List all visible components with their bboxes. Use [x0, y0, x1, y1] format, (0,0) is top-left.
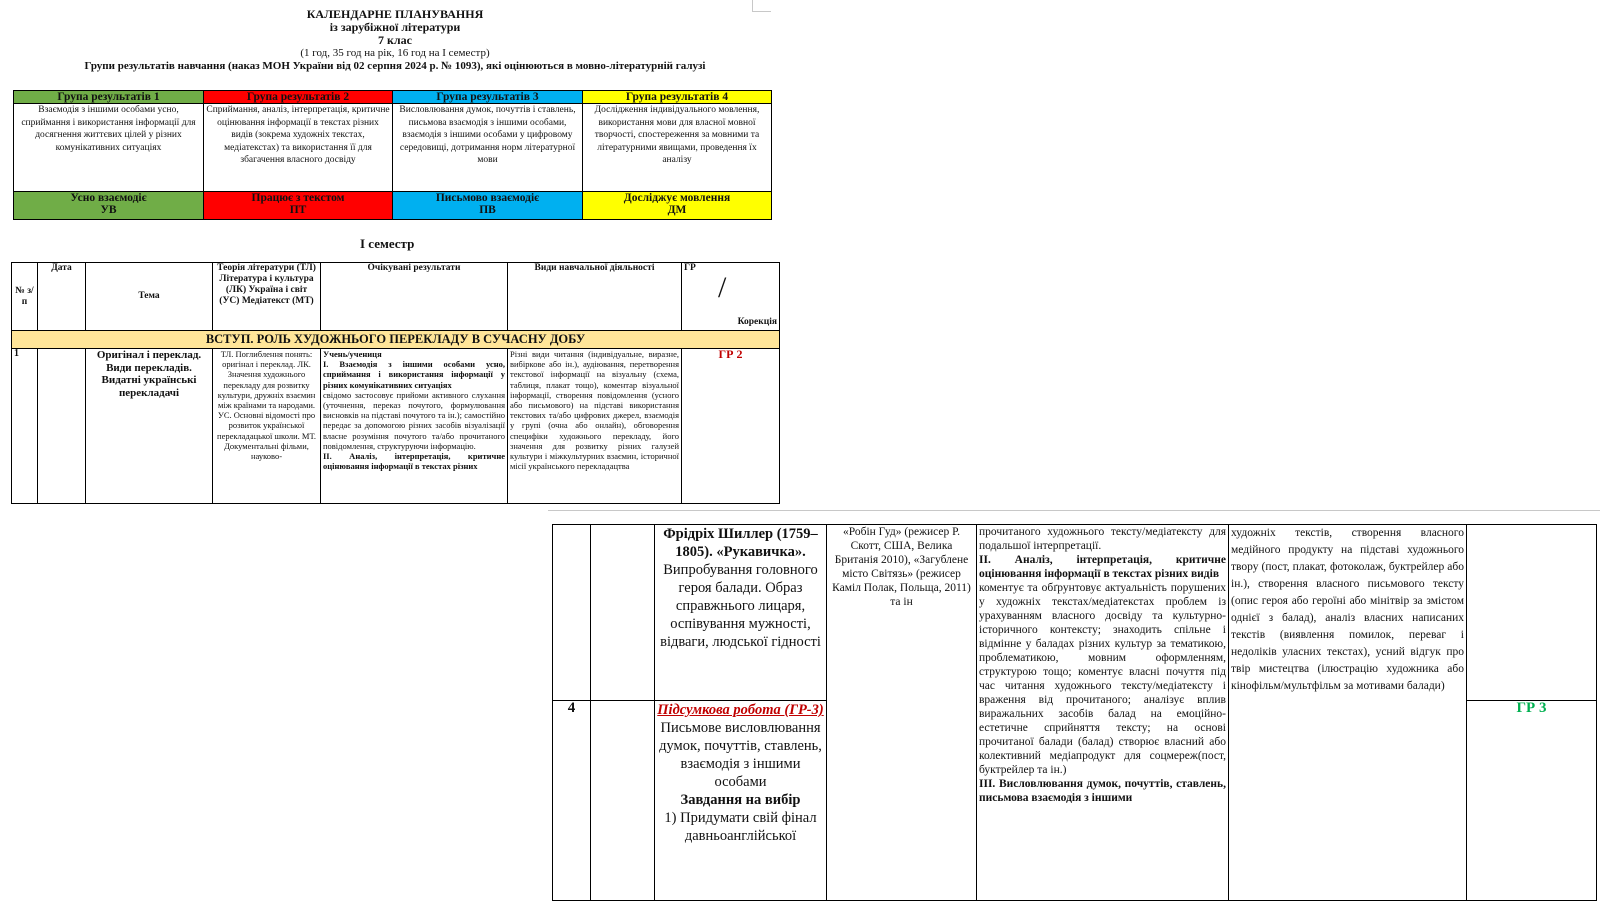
group-2-title: Група результатів 2	[204, 91, 393, 104]
group-3-code: ПВ	[479, 204, 496, 216]
group-1-description: Взаємодія з іншими особами усно, сприймання і використання інформації для досягнення життєвих цілей у різних комунікативних ситуаціях	[14, 104, 204, 192]
plan-table-page2	[552, 524, 1597, 901]
document-hours: (1 год, 35 год на рік, 16 год на І семестр)	[300, 47, 490, 59]
page2-edge	[548, 510, 1600, 511]
rowa-results-head3: ІІІ. Висловлювання думок, почуттів, ставлень, письмова взаємодія з іншими	[979, 778, 1226, 804]
semester-heading: І семестр	[360, 236, 415, 251]
group-3-label	[393, 192, 583, 220]
group-1-code: УВ	[100, 204, 117, 216]
column-date: Дата	[38, 263, 86, 331]
row1-topic-text: Оригінал і переклад. Види перекладів. Видатні українські перекладачі	[96, 349, 202, 399]
group-4-label	[583, 192, 772, 220]
row1-num: 1	[12, 349, 38, 504]
rowb-gr: ГР 3	[1467, 701, 1597, 901]
rowa-results-text1: прочитаного художнього тексту/медіатексту для подальшої інтерпретації.	[979, 526, 1226, 552]
groups-caption: Групи результатів навчання (наказ МОН України від 02 серпня 2024 р. № 1093), які оцінюються в мовно-літературній галузі	[84, 60, 706, 72]
rowa-theory: «Робін Гуд» (режисер Р. Скотт, США, Велика Британія 2010), «Загублене місто Світязь» (режисер Каміл Полак, Польща, 2011) та ін	[827, 525, 977, 901]
group-1-name: Усно взаємодіє	[70, 192, 147, 204]
rowb-task-head: Завдання на вибір	[680, 792, 801, 808]
result-groups-table	[13, 90, 772, 220]
column-theory: Теорія літератури (ТЛ) Література і культура (ЛК) Україна і світ (УС) Медіатекст (МТ)	[213, 263, 321, 331]
rowa-activities: художніх текстів, створення власного медійного продукту на підставі художнього твору (пост, плакат, фотоколаж, буктрейлер або ін.), створення власного письмового тексту (опис героя або героїні або мінітвір за змістом однієї з балад), аналіз власних написаних текстів (виявлення помилок, переваг і недоліків уласних текстах), усний відгук про твір мистецтва (ілюстрацію художника або кінофільм/мультфільм за мотивами балади)	[1229, 525, 1467, 901]
row1-topic	[86, 349, 213, 504]
document-title: КАЛЕНДАРНЕ ПЛАНУВАННЯ	[306, 7, 484, 21]
column-gr: ГР	[684, 263, 696, 273]
group-4-title: Група результатів 4	[583, 91, 772, 104]
rowb-topic	[655, 701, 827, 901]
row1-activities: Різні види читання (індивідуальне, виразне, вибіркове або ін.), аудіювання, перетворення текстової інформації на візуальну (схема, таблиця, плакат тощо), коментар візуальної інформації, створення повідомлення (усного або письмового) на підставі використання текстових та/або цифрових джерел, взаємодія у групі (очна або онлайн), обговорення специфіки художнього перекладу, його значення для розвитку різних галузей культури і міжкультурних взаємин, історичної місії українського перекладацтва	[508, 349, 682, 504]
row1-theory: ТЛ. Поглиблення понять: оригінал і переклад. ЛК. Значення художнього перекладу для розвитку культури, дружніх взаємин між країнами та народами. УС. Основні відомості про розвиток української перекладацької школи. МТ. Документальні фільми, науково-	[213, 349, 321, 504]
group-3-name: Письмово взаємодіє	[435, 192, 540, 204]
column-results: Очікувані результати	[321, 263, 508, 331]
group-2-code: ПТ	[289, 204, 307, 216]
row1-results-head2: ІІ. Аналіз, інтерпретація, критичне оцінювання інформації в текстах різних	[323, 451, 505, 472]
rowa-results-text2: коментує та обґрунтовує актуальність порушених у художніх текстах/медіатекстах проблем із урахуванням власного досвіду та культурно-історичного контексту; знаходить спільне і відмінне у баладах різних культур за тематикою, проблематикою, мовним оформленням, структурою тощо; коментує власні почуття під час читання художнього тексту/медіатексту і враження від прочитаного; аналізує вплив виражальних засобів балад на емоційно-естетичне сприйняття тексту; на основі прочитаної балади (балад) створює власний або колективний медіапродукт для соцмереж(пост, буктрейлер та ін.)	[979, 582, 1226, 776]
group-2-label	[204, 192, 393, 220]
rowa-date	[591, 525, 655, 701]
rowa-results	[977, 525, 1229, 901]
rowa-topic	[655, 525, 827, 701]
rowb-text: Письмове висловлювання думок, почуттів, ставлень, взаємодія з іншими особами	[659, 720, 822, 790]
group-3-description: Висловлювання думок, почуттів і ставлень, письмова взаємодія з іншими особами, взаємодія з іншими особами у цифровому середовищі, дотримання норм літературної мови	[393, 104, 583, 192]
rowa-num	[553, 525, 591, 701]
column-correction: Корекція	[737, 317, 777, 327]
rowa-gr	[1467, 525, 1597, 701]
column-topic: Тема	[86, 263, 213, 331]
column-num: № з/п	[12, 263, 38, 331]
rowb-date	[591, 701, 655, 901]
rowb-num: 4	[553, 701, 591, 901]
rowa-results-head: ІІ. Аналіз, інтерпретація, критичне оцінювання інформації в текстах різних видів	[979, 554, 1226, 580]
group-3-title: Група результатів 3	[393, 91, 583, 104]
row1-results	[321, 349, 508, 504]
group-1-label	[14, 192, 204, 220]
group-4-code: ДМ	[667, 204, 687, 216]
column-slash: /	[718, 271, 727, 304]
rowa-topic-title: Фрідріх Шиллер (1759–1805). «Рукавичка».	[663, 526, 818, 560]
document-grade: 7 клас	[378, 33, 412, 47]
group-4-name: Досліджує мовлення	[623, 192, 731, 204]
row1-date	[38, 349, 86, 504]
group-4-description: Дослідження індивідуального мовлення, використання мови для власної мовної творчості, спостереження за мовними та літературними явищами, проведення їх аналізу	[583, 104, 772, 192]
row1-results-head1: І. Взаємодія з іншими особами усно, сприймання і використання інформації у різних комунікативних ситуаціях	[323, 359, 505, 390]
row1-gr: ГР 2	[682, 349, 780, 504]
document-subject: із зарубіжної літератури	[329, 20, 461, 34]
rowb-summary: Підсумкова робота (ГР-3)	[657, 702, 824, 718]
section-title: ВСТУП. РОЛЬ ХУДОЖНЬОГО ПЕРЕКЛАДУ В СУЧАСНУ ДОБУ	[12, 331, 780, 349]
rowa-topic-text: Випробування головного героя балади. Образ справжнього лицаря, оспівування мужності, відваги, людської гідності	[660, 562, 821, 650]
column-activities: Види навчальної діяльності	[508, 263, 682, 331]
calendar-plan-table	[11, 262, 780, 504]
document-header	[0, 8, 790, 73]
row1-results-label: Учень/учениця	[323, 349, 382, 359]
group-1-title: Група результатів 1	[14, 91, 204, 104]
group-2-description: Сприймання, аналіз, інтерпретація, критичне оцінювання інформації в текстах різних видів (зокрема художніх текстах, медіатекстах) та використання її для збагачення власного досвіду	[204, 104, 393, 192]
column-gr-correction	[682, 263, 780, 331]
rowb-task1: 1) Придумати свій фінал давньоанглійської	[664, 810, 817, 844]
group-2-name: Працює з текстом	[251, 192, 345, 204]
row1-results-text: свідомо застосовує прийоми активного слухання (уточнення, переказ почутого, формулювання висновків на підставі почутого та ін.); самостійно передає за допомогою різних засобів візуалізації власне розуміння почутого та/або прочитаного повідомлення, структуруючи інформацію.	[323, 389, 505, 451]
